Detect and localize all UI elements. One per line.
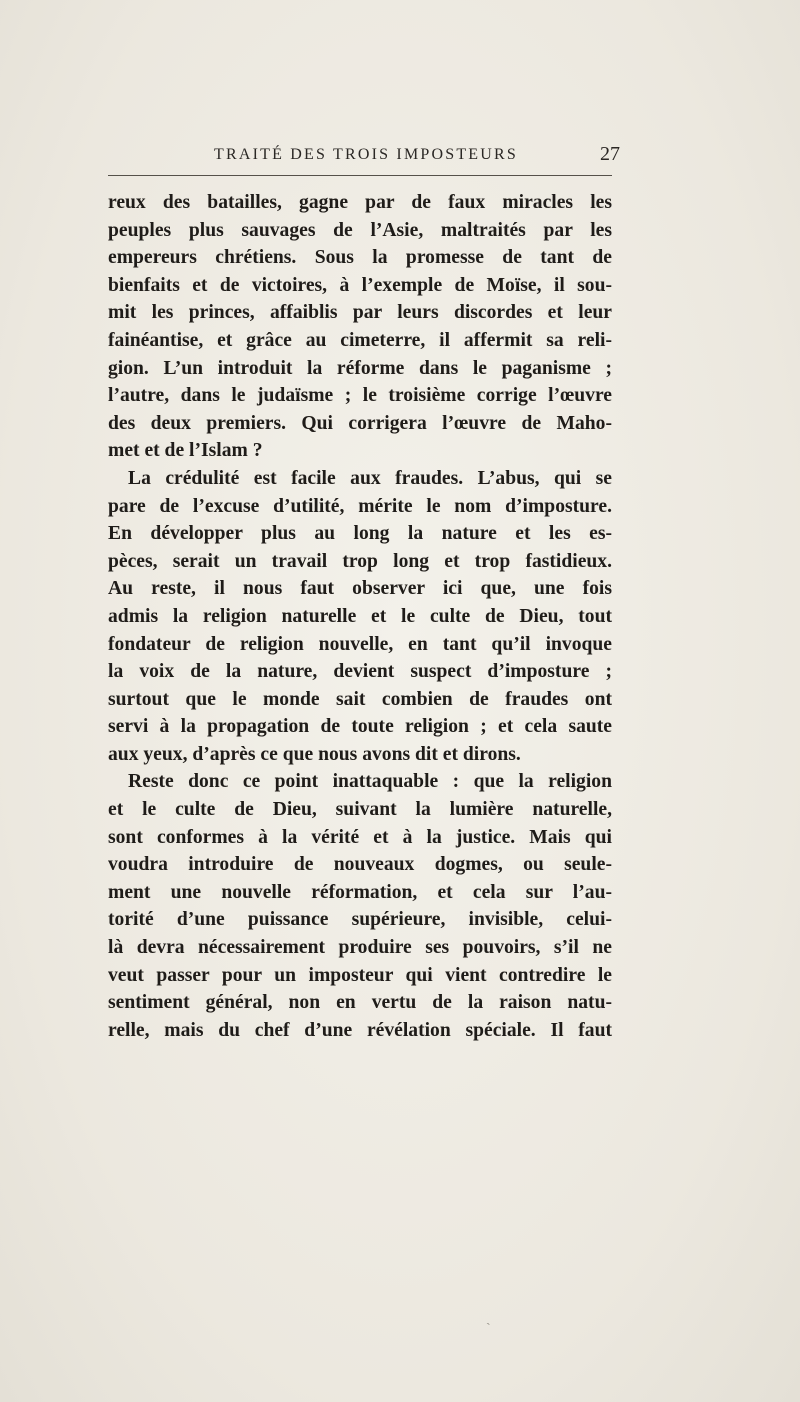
text-line-17: fondateur de religion nouvelle, en tant qu’il invoque — [108, 633, 612, 655]
text-line-30: sentiment général, non en vertu de la raison natu- — [108, 992, 612, 1014]
text-line-31: relle, mais du chef d’une révélation spéciale. Il faut — [108, 1019, 612, 1041]
text-line-12: pare de l’excuse d’utilité, mérite le nom d’imposture. — [108, 495, 612, 517]
text-line-9: des deux premiers. Qui corrigera l’œuvre de Maho- — [108, 412, 612, 434]
text-line-5: mit les princes, affaiblis par leurs discordes et leur — [108, 302, 612, 324]
text-line-24: sont conformes à la vérité et à la justice. Mais qui — [108, 826, 612, 848]
text-line-6: fainéantise, et grâce au cimeterre, il affermit sa reli- — [108, 329, 612, 351]
text-line-20: servi à la propagation de toute religion ; et cela saute — [108, 716, 612, 738]
text-line-1: reux des batailles, gagne par de faux miracles les — [108, 192, 612, 213]
text-line-8: l’autre, dans le judaïsme ; le troisième corrige l’œuvre — [108, 385, 612, 407]
text-line-29: veut passer pour un imposteur qui vient contredire le — [108, 964, 612, 986]
running-head — [0, 143, 800, 168]
text-line-27: torité d’une puissance supérieure, invisible, celui- — [108, 909, 612, 931]
stray-pencil-mark: ˏ — [486, 1311, 491, 1326]
text-line-16: admis la religion naturelle et le culte de Dieu, tout — [108, 605, 612, 627]
body-text — [108, 189, 612, 1044]
text-line-11: La crédulité est facile aux fraudes. L’abus, qui se — [128, 467, 612, 489]
text-line-26: ment une nouvelle réformation, et cela sur l’au- — [108, 881, 612, 903]
text-line-7: gion. L’un introduit la réforme dans le paganisme ; — [108, 357, 612, 379]
text-line-13: En développer plus au long la nature et les es- — [108, 523, 612, 545]
text-line-4: bienfaits et de victoires, à l’exemple de Moïse, il sou- — [108, 274, 612, 296]
running-title: TRAITÉ DES TROIS IMPOSTEURS — [213, 146, 519, 163]
header-rule — [108, 175, 612, 176]
text-line-22: Reste donc ce point inattaquable : que la religion — [128, 771, 612, 793]
text-line-15: Au reste, il nous faut observer ici que, une fois — [108, 578, 612, 600]
text-line-21: aux yeux, d’après ce que nous avons dit et dirons. — [108, 743, 521, 765]
text-line-2: peuples plus sauvages de l’Asie, maltraités par les — [108, 219, 612, 241]
text-line-25: voudra introduire de nouveaux dogmes, ou seule- — [108, 854, 612, 876]
text-line-14: pèces, serait un travail trop long et trop fastidieux. — [108, 550, 612, 572]
page-number: 27 — [600, 143, 620, 165]
text-line-28: là devra nécessairement produire ses pouvoirs, s’il ne — [108, 937, 612, 959]
text-line-18: la voix de la nature, devient suspect d’imposture ; — [108, 661, 612, 683]
text-line-10: met et de l’Islam ? — [108, 440, 263, 462]
text-line-23: et le culte de Dieu, suivant la lumière naturelle, — [108, 799, 612, 821]
text-line-19: surtout que le monde sait combien de fraudes ont — [108, 688, 612, 710]
text-line-3: empereurs chrétiens. Sous la promesse de tant de — [108, 247, 612, 269]
